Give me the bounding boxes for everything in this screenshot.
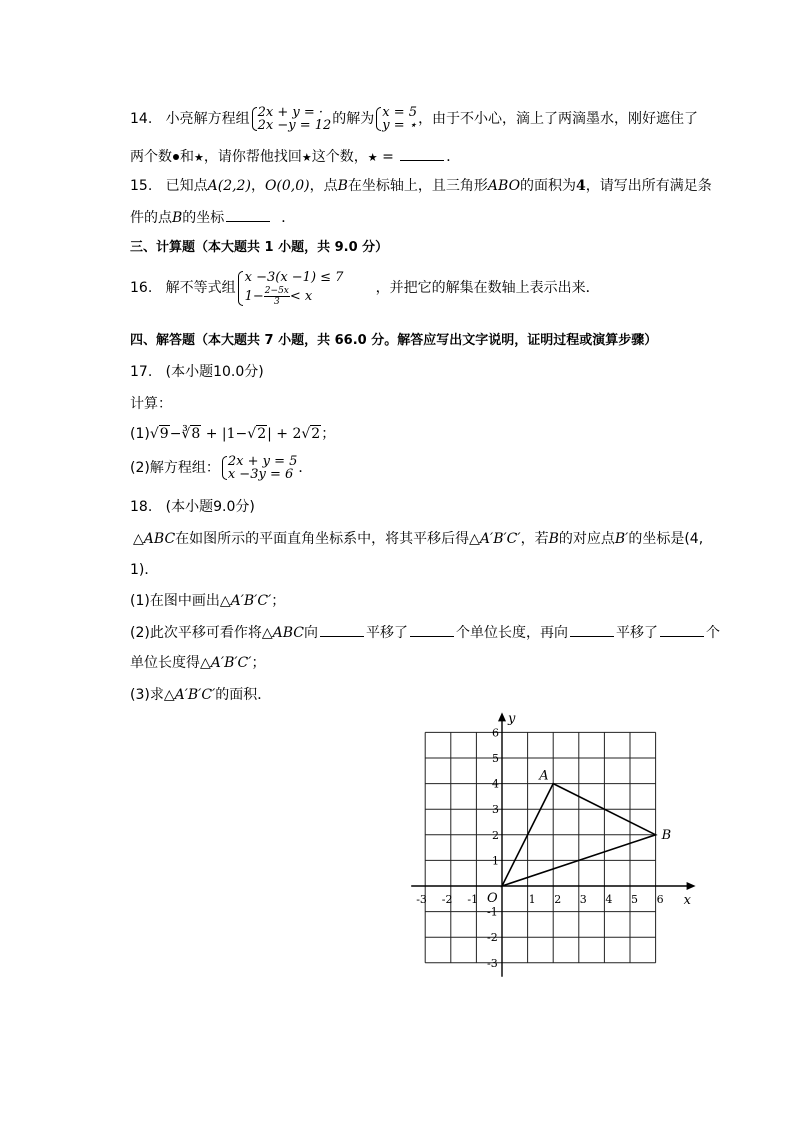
q15-text-e: ，请写出所有满足条 — [585, 178, 712, 194]
q18-blank-units-2[interactable] — [660, 622, 704, 637]
y-tick-label: 2 — [492, 828, 499, 842]
q17-p1-radicand-2b: 2 — [311, 426, 321, 442]
y-tick-label: 4 — [492, 777, 499, 791]
q15-sep: ， — [250, 178, 265, 194]
q18-p3-text-c: 的面积． — [215, 687, 272, 703]
q16-inequality-system — [237, 270, 344, 307]
q17-p1-radicand-8: 8 — [191, 426, 201, 442]
coordinate-grid-figure — [400, 712, 710, 987]
q15-triangle: ABO — [487, 178, 521, 194]
x-tick-label: -3 — [416, 893, 427, 906]
q18-p2-l2-text-a: 单位长度得△ — [130, 655, 211, 671]
q17-p1-label: (1) — [130, 426, 150, 442]
y-axis-label: y — [508, 712, 516, 727]
q18-p2-l2-text-c: ； — [251, 655, 266, 671]
q18-l1-text-e: ，若 — [520, 531, 549, 547]
q15-answer-blank[interactable] — [226, 207, 270, 222]
q18-line2: 1)． — [130, 562, 159, 578]
q15-period: ． — [281, 210, 296, 226]
q18-abc: ABC — [143, 531, 176, 547]
q16-number: 16. — [130, 280, 153, 296]
q18-p3-text-a: (3)求△ — [130, 687, 175, 703]
origin-label: O — [487, 891, 498, 906]
q18-bprime: B′ — [614, 531, 629, 547]
x-tick-label: 2 — [554, 893, 562, 906]
q15-line2 — [130, 207, 295, 228]
q18-score: (本小题9.0分) — [165, 499, 255, 515]
q15-line1 — [130, 176, 712, 196]
q17-part2 — [130, 452, 312, 484]
section-3-heading: 三、计算题（本大题共 1 小题，共 9.0 分） — [130, 240, 389, 255]
q17-p2-label: (2)解方程组： — [130, 460, 220, 476]
x-tick-label: -2 — [441, 893, 453, 906]
q15-line2-text-b: 的坐标 — [182, 210, 225, 226]
q15-area: 4 — [576, 178, 586, 194]
q14-text-post: ，由于不小心，滴上了两滴墨水，刚好遮住了 — [418, 111, 699, 127]
q17-header — [130, 362, 264, 382]
point-label-a: A — [539, 768, 549, 784]
q18-p1-apbpcp: A′B′C′ — [230, 593, 272, 609]
q14-sol1: x = 5 — [382, 105, 418, 120]
q15-number: 15. — [130, 178, 153, 194]
q17-p1-radicand-2a: 2 — [257, 426, 267, 442]
sqrt-icon: √ — [247, 426, 257, 442]
ink-dot-icon — [173, 154, 179, 160]
q18-p1-text-c: ； — [271, 593, 286, 609]
x-axis-label: x — [683, 893, 691, 908]
x-tick-label: 4 — [605, 893, 613, 906]
q18-p2-text-d: 平移了 — [365, 625, 408, 641]
q15-text-a: 已知点 — [165, 178, 208, 194]
q18-part1 — [130, 591, 285, 611]
q15-point-b-2: B — [172, 210, 183, 226]
star-icon: ★ — [301, 151, 312, 164]
q17-eq1: 2x + y = 5 — [227, 454, 298, 469]
q18-l1-text-g: 的对应点 — [558, 531, 615, 547]
q14-solution — [375, 106, 417, 132]
q18-p2-text-f: 平移了 — [615, 625, 658, 641]
q14-line2: 两个数 和★，请你帮他找回★这个数，★ = ． — [130, 146, 460, 168]
y-axis-arrow-icon — [498, 712, 506, 721]
y-tick-label: 6 — [492, 726, 499, 740]
q15-text-d: 的面积为 — [520, 178, 577, 194]
x-tick-label: 1 — [528, 893, 536, 906]
q18-p3-apbpcp: A′B′C′ — [174, 687, 216, 703]
q14-text-mid: 的解为 — [332, 111, 375, 127]
triangle-icon: △ — [133, 531, 144, 547]
x-tick-label: 6 — [656, 893, 664, 906]
q17-p1-radicand-9: 9 — [159, 426, 169, 442]
q17-equation-system — [221, 455, 298, 481]
q15-text-c: 在坐标轴上，且三角形 — [347, 178, 488, 194]
x-tick-label: 3 — [579, 893, 587, 906]
q17-eq2: x −3y = 6 — [227, 467, 294, 482]
q18-number: 18. — [130, 499, 153, 515]
q14-equals: = — [382, 149, 394, 165]
q18-part2-line2 — [130, 653, 265, 673]
section-4-heading: 四、解答题（本大题共 7 小题，共 66.0 分。解答应写出文字说明，证明过程或演算步骤） — [130, 333, 658, 348]
q14-line2-text-b: 和 — [180, 149, 194, 165]
q14-equation-system — [251, 106, 332, 132]
q18-p2-text-g: 个 — [705, 625, 720, 641]
x-axis-arrow-icon — [687, 882, 696, 890]
q14-line2-text-a: 两个数 — [130, 149, 172, 165]
q16-line — [130, 268, 600, 308]
q16-text-post: ，并把它的解集在数轴上表示出来． — [375, 280, 600, 296]
q18-p2-l2-apbpcp: A′B′C′ — [210, 655, 252, 671]
q14-eq2: 2x −y = 12 — [257, 118, 332, 133]
q14-sol2: y = ⋆ — [382, 118, 417, 133]
q17-score: (本小题10.0分) — [165, 364, 264, 380]
q16-ineq2-a: 1− — [244, 288, 264, 304]
q14-line2-text-c: ，请你帮他找回 — [203, 149, 302, 165]
star-icon: ★ — [194, 151, 204, 164]
q18-p1-text-a: (1)在图中画出△ — [130, 593, 231, 609]
q16-ineq1: x −3(x −1) ≤ 7 — [244, 269, 344, 285]
q14-line1 — [130, 106, 698, 132]
q18-p2-text-e: 个单位长度，再向 — [455, 625, 568, 641]
q17-p2-end: ． — [298, 460, 313, 476]
q16-frac-den: 3 — [273, 296, 280, 307]
y-tick-label: -1 — [487, 905, 498, 919]
q16-text-pre: 解不等式组 — [165, 280, 236, 296]
star-icon: ★ — [367, 151, 378, 164]
sqrt-icon: √ — [301, 426, 311, 442]
q18-apbpcp: A′B′C′ — [479, 531, 521, 547]
q17-number: 17. — [130, 364, 153, 380]
x-tick-label: 5 — [631, 893, 638, 906]
q17-part1 — [130, 424, 335, 444]
q15-point-a: A(2,2) — [207, 178, 251, 194]
q17-p1-end: ； — [321, 426, 336, 442]
q14-answer-blank[interactable] — [400, 146, 444, 161]
point-label-b: B — [661, 827, 672, 843]
y-tick-label: 5 — [492, 752, 499, 765]
q18-part2 — [130, 622, 720, 643]
q16-frac-num: 2−5x — [264, 285, 289, 296]
q18-l1-text-c: 在如图所示的平面直角坐标系中，将其平移后得△ — [175, 531, 480, 547]
q18-p2-text-a: (2)此次平移可看作将△ — [130, 625, 273, 641]
q18-blank-direction-1[interactable] — [320, 622, 364, 637]
y-tick-label: -2 — [487, 931, 498, 945]
q16-fraction — [264, 286, 290, 307]
sqrt-icon: √ — [149, 426, 159, 442]
y-tick-label: 3 — [492, 803, 499, 817]
x-tick-label: -1 — [467, 893, 479, 906]
q15-point-o: O(0,0) — [264, 178, 310, 194]
q15-text-b: ，点 — [309, 178, 338, 194]
q18-header — [130, 497, 255, 517]
q17-calc-label: 计算： — [130, 396, 172, 412]
q17-p1-abs-open: + |1− — [201, 426, 248, 442]
q18-l1-text-i: 的坐标是(4, — [628, 531, 704, 547]
q16-ineq2-b: < x — [289, 288, 313, 304]
q15-point-b: B — [337, 178, 348, 194]
q18-part3 — [130, 685, 271, 705]
q15-line2-text-a: 件的点 — [130, 210, 172, 226]
q14-number: 14. — [130, 111, 153, 127]
y-tick-label: -3 — [487, 956, 498, 970]
q14-eq1: 2x + y = · — [257, 105, 324, 120]
q14-text-pre: 小亮解方程组 — [165, 111, 250, 127]
q17-p1-abs-close: | + 2 — [267, 426, 302, 442]
q14-line2-text-d: 这个数， — [311, 149, 368, 165]
q16-ineq2 — [245, 286, 344, 307]
cbrt-icon: −∛ — [169, 426, 191, 442]
q18-blank-direction-2[interactable] — [570, 622, 614, 637]
q18-line1 — [133, 529, 703, 549]
q18-p2-abc: ABC — [272, 625, 304, 641]
y-tick-label: 1 — [492, 854, 499, 868]
q18-p2-text-c: 向 — [303, 625, 318, 641]
q18-blank-units-1[interactable] — [410, 622, 454, 637]
q18-b: B — [548, 531, 559, 547]
